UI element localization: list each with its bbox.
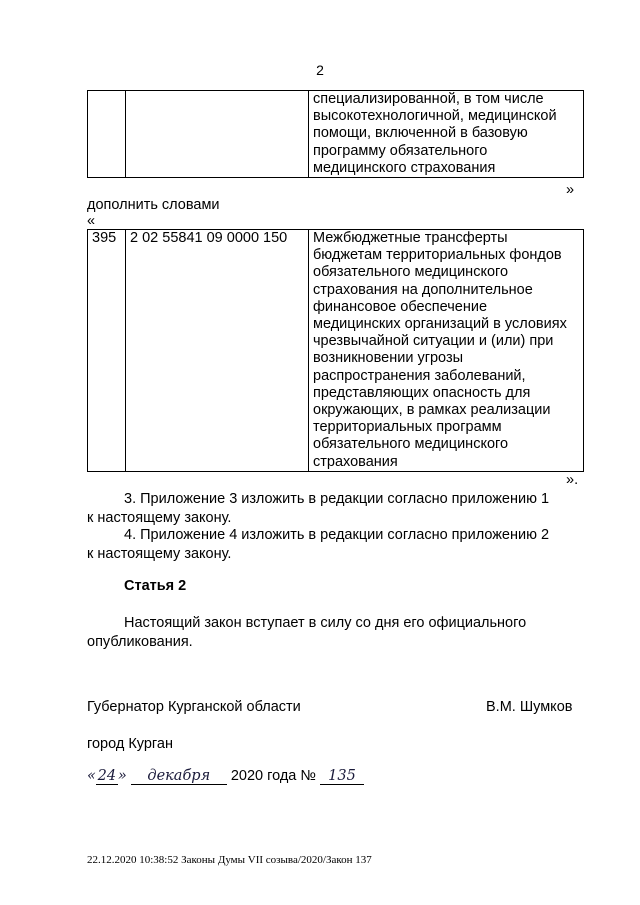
table-row: [88, 230, 584, 472]
item-3-paragraph: [87, 490, 578, 528]
description-line: медицинских организаций в условиях: [313, 316, 567, 333]
signatory-title: Губернатор Курганской области: [87, 699, 301, 715]
page-number: 2: [316, 62, 324, 78]
description-line: представляющих опасность для: [313, 384, 531, 401]
item-3-line: к настоящему закону.: [87, 510, 232, 526]
table-cell-kbk: [126, 91, 309, 178]
description-line: возникновении угрозы: [313, 350, 464, 367]
description-line: финансовое обеспечение: [313, 298, 488, 315]
article-line: опубликования.: [87, 634, 193, 650]
description-line: высокотехнологичной, медицинской: [313, 108, 557, 125]
description-line: специализированной, в том числе: [313, 91, 544, 107]
date-day: 24: [97, 768, 117, 784]
date-close-quote: »: [117, 768, 127, 784]
article-line: Настоящий закон вступает в силу со дня его официального: [124, 615, 527, 631]
signatory-name: В.М. Шумков: [486, 699, 573, 715]
opening-quote: «: [87, 213, 96, 229]
description-line: страхования на дополнительное: [313, 281, 533, 298]
law-number: 135: [320, 768, 364, 785]
city-name: город Курган: [87, 736, 173, 752]
description-line: страхования: [313, 453, 398, 470]
closing-quote: »: [566, 182, 575, 198]
table-cell-description: [309, 230, 584, 472]
description-line: медицинского страхования: [313, 159, 496, 176]
description-line: помощи, включенной в базовую: [313, 125, 528, 142]
law-date-number: [87, 768, 364, 785]
budget-table-new-row: [87, 229, 584, 472]
description-line: программу обязательного: [313, 142, 488, 159]
article-title: Статья 2: [124, 578, 187, 594]
item-4-line: 4. Приложение 4 изложить в редакции согласно приложению 2: [124, 527, 550, 543]
item-3-line: 3. Приложение 3 изложить в редакции согласно приложению 1: [124, 491, 550, 507]
description-line: окружающих, в рамках реализации: [313, 402, 551, 419]
date-year: 2020 года №: [230, 768, 316, 784]
table-cell-kbk: 2 02 55841 09 0000 150: [126, 230, 309, 472]
description-line: бюджетам территориальных фондов: [313, 247, 562, 264]
description-line: Межбюджетные трансферты: [313, 230, 508, 246]
budget-table-previous-row: [87, 90, 584, 178]
item-4-line: к настоящему закону.: [87, 546, 232, 562]
date-open-quote: «: [87, 768, 96, 784]
item-4-paragraph: [87, 526, 578, 564]
footer-stamp: 22.12.2020 10:38:52 Законы Думы VII созыва/2020/Закон 137: [87, 854, 372, 866]
description-line: чрезвычайной ситуации и (или) при: [313, 333, 554, 350]
table-cell-code: 395: [88, 230, 126, 472]
closing-quote: ».: [566, 472, 579, 488]
table-cell-code: [88, 91, 126, 178]
table-cell-description: [309, 91, 584, 178]
description-line: обязательного медицинского: [313, 436, 509, 453]
description-line: распространения заболеваний,: [313, 367, 526, 384]
article-text: [87, 614, 578, 652]
description-line: обязательного медицинского: [313, 264, 509, 281]
table-row: [88, 91, 584, 178]
date-month: декабря: [131, 768, 227, 785]
description-line: территориальных программ: [313, 419, 502, 436]
supplement-text: дополнить словами: [87, 197, 220, 213]
